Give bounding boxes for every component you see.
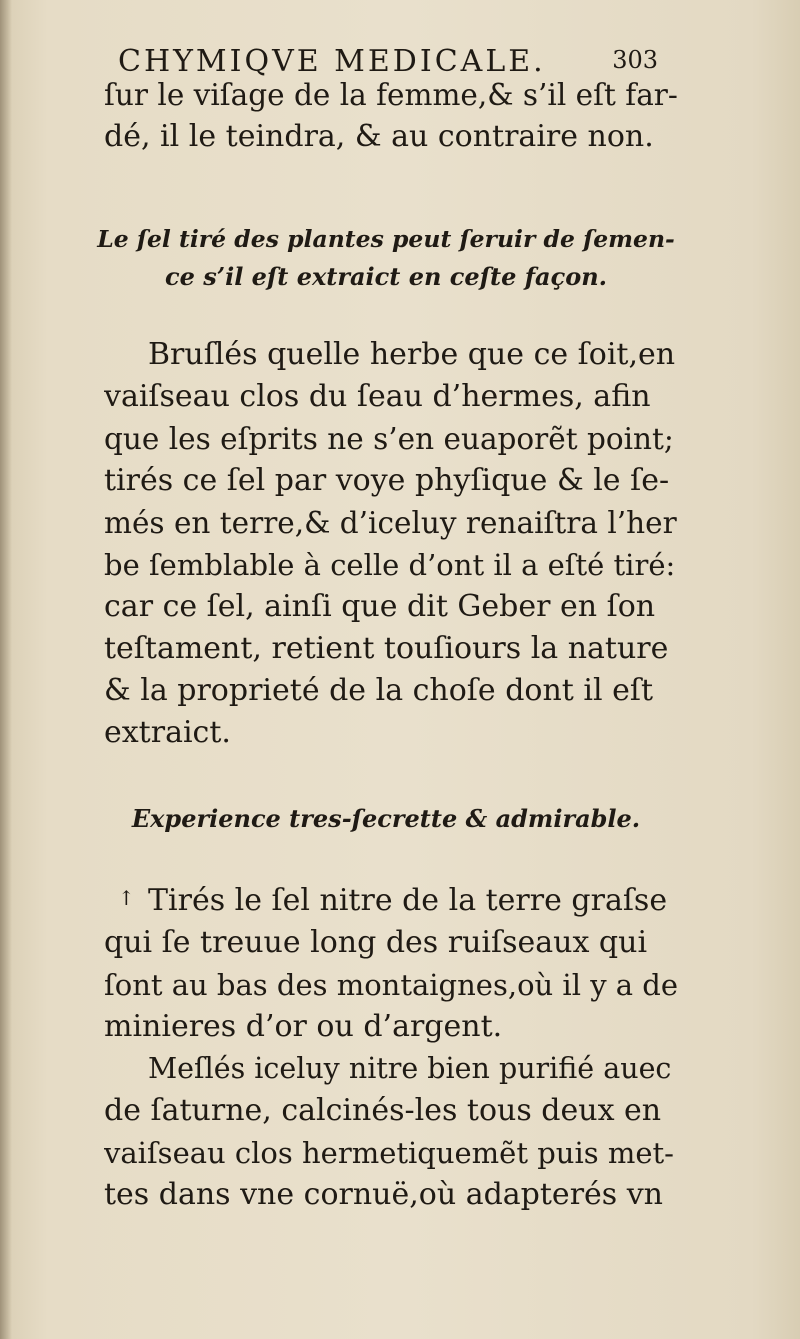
text-line: minieres d’or ou d’argent. bbox=[104, 1009, 503, 1044]
text-line: tes dans vne cornuë,où adapterés vn bbox=[104, 1177, 663, 1212]
continued-text bbox=[104, 74, 678, 158]
heading-line: ce s’il eſt extraict en ceſte façon. bbox=[164, 262, 608, 291]
text-line: Bruſlés quelle herbe que ce ſoit,en bbox=[148, 337, 676, 372]
text-line: vaiſseau clos du ſeau d’hermes, afin bbox=[104, 379, 651, 414]
text-line: teſtament, retient touſiours la nature bbox=[104, 631, 669, 666]
running-title: CHYMIQVE MEDICALE. bbox=[118, 44, 546, 79]
section-heading-sel-des-plantes bbox=[96, 220, 676, 296]
text-line: extraict. bbox=[104, 715, 231, 750]
text-line: car ce ſel, ainſi que dit Geber en ſon bbox=[104, 589, 656, 624]
paragraph-sel-nitre bbox=[104, 880, 678, 1048]
heading-line: Experience tres-ſecrette & admirable. bbox=[131, 804, 641, 833]
text-line: Meſlés iceluy nitre bien purifié auec bbox=[148, 1052, 672, 1085]
text-line: de ſaturne, calcinés-les tous deux en bbox=[104, 1093, 662, 1128]
section-heading-experience bbox=[96, 800, 676, 838]
text-line: vaiſseau clos hermetiquemẽt puis met- bbox=[104, 1136, 674, 1170]
text-line: be ſemblable à celle d’ont il a eſté tiré: bbox=[104, 548, 676, 582]
text-line: Tirés le ſel nitre de la terre graſse bbox=[148, 883, 668, 918]
text-line: qui ſe treuue long des ruiſseaux qui bbox=[104, 925, 648, 960]
marginal-mark: ↑ bbox=[118, 886, 135, 910]
text-line: ſont au bas des montaignes,où il y a de bbox=[104, 968, 678, 1002]
page-gutter-shadow bbox=[0, 0, 12, 1339]
text-line: ſur le viſage de la femme,& s’il eſt far- bbox=[104, 78, 678, 112]
text-line: dé, il le teindra, & au contraire non. bbox=[104, 119, 654, 154]
text-line: que les eſprits ne s’en euaporẽt point; bbox=[104, 422, 674, 456]
page-number: 303 bbox=[612, 46, 658, 74]
heading-line: Le ſel tiré des plantes peut ſeruir de ſemen- bbox=[97, 225, 675, 253]
paragraph-meslez-nitre bbox=[104, 1048, 678, 1216]
paragraph-sel-des-plantes bbox=[104, 334, 678, 754]
text-line: tirés ce ſel par voye phyſique & le ſe- bbox=[104, 463, 670, 498]
text-line: més en terre,& d’iceluy renaiſtra l’her bbox=[104, 506, 677, 540]
text-line: & la proprieté de la choſe dont il eſt bbox=[104, 673, 654, 708]
